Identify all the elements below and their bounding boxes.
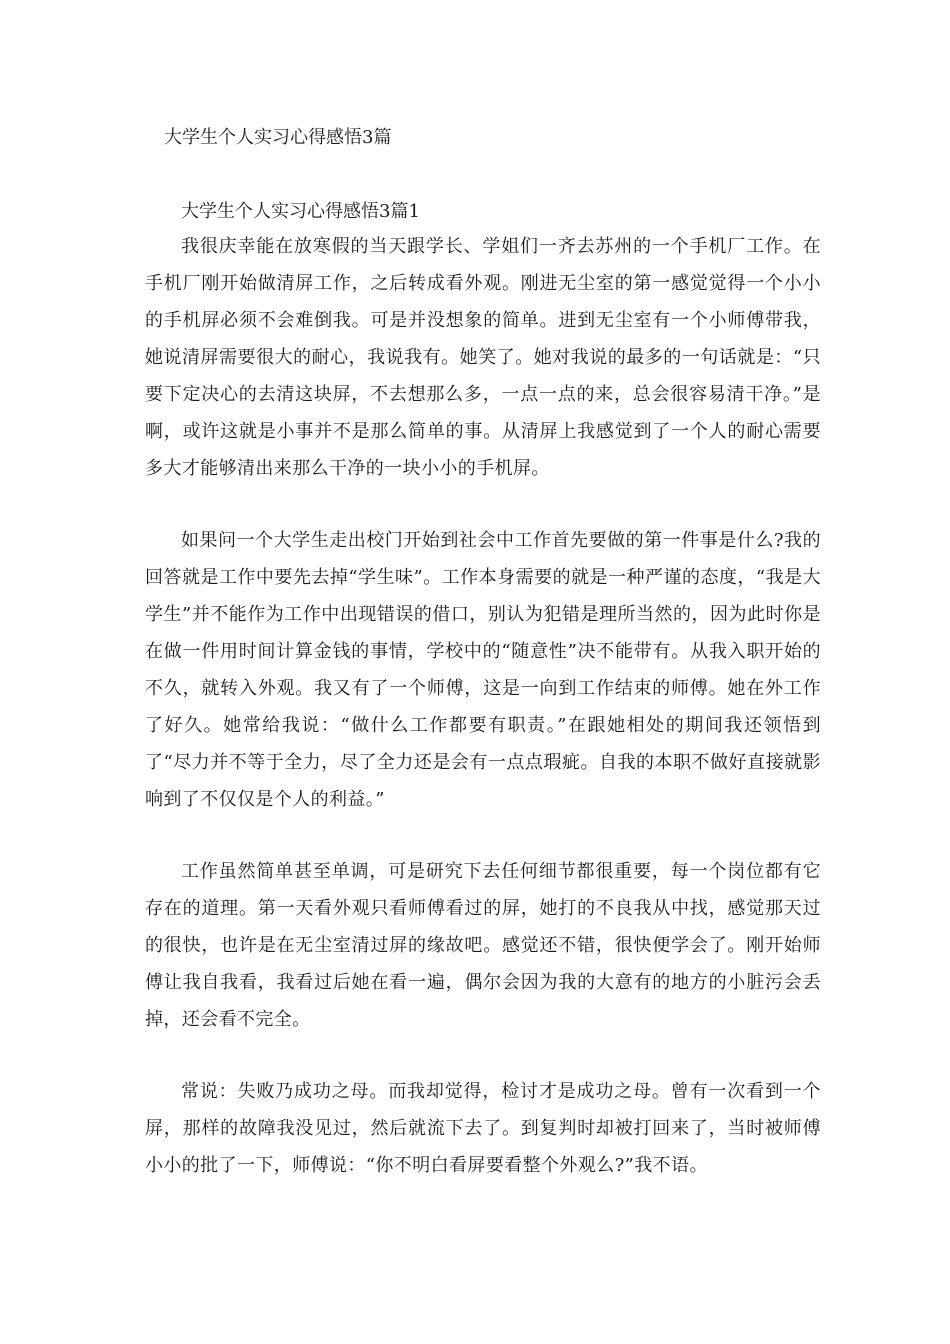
- document-body: [145, 198, 821, 1184]
- paragraph-1: 我很庆幸能在放寒假的当天跟学长、学姐们一齐去苏州的一个手机厂工作。在手机厂刚开始做清屏工作，之后转成看外观。刚进无尘室的第一感觉觉得一个小小的手机屏必须不会难倒我。可是并没想象的简单。进到无尘室有一个小师傅带我，她说清屏需要很大的耐心，我说我有。她笑了。她对我说的最多的一句话就是：“只要下定决心的去清这块屏，不去想那么多，一点一点的来，总会很容易清干净。”是啊，或许这就是小事并不是那么简单的事。从清屏上我感觉到了一个人的耐心需要多大才能够清出来那么干净的一块小小的手机屏。: [145, 236, 821, 479]
- document-title: 大学生个人实习心得感悟3篇: [164, 127, 392, 148]
- paragraph-3: 工作虽然简单甚至单调，可是研究下去任何细节都很重要，每一个岗位都有它存在的道理。第一天看外观只看师傅看过的屏，她打的不良我从中找，感觉那天过的很快，也许是在无尘室清过屏的缘故吧。感觉还不错，很快便学会了。刚开始师傅让我自我看，我看过后她在看一遍，偶尔会因为我的大意有的地方的小脏污会丢掉，还会看不完全。: [145, 861, 821, 1030]
- section-title: 大学生个人实习心得感悟3篇1: [181, 201, 420, 222]
- paragraph-2: 如果问一个大学生走出校门开始到社会中工作首先要做的第一件事是什么?我的回答就是工作中要先去掉“学生味”。工作本身需要的就是一种严谨的态度，“我是大学生”并不能作为工作中出现错误的借口，别认为犯错是理所当然的，因为此时你是在做一件用时间计算金钱的事情，学校中的“随意性”决不能带有。从我入职开始的不久，就转入外观。我又有了一个师傅，这是一向到工作结束的师傅。她在外工作了好久。她常给我说：“做什么工作都要有职责。”在跟她相处的期间我还领悟到了“尽力并不等于全力，尽了全力还是会有一点点瑕疵。自我的本职不做好直接就影响到了不仅仅是个人的利益。”: [145, 530, 821, 810]
- paragraph-4: 常说：失败乃成功之母。而我却觉得，检讨才是成功之母。曾有一次看到一个屏，那样的故障我没见过，然后就流下去了。到复判时却被打回来了，当时被师傅小小的批了一下，师傅说：“你不明白看屏要看整个外观么?”我不语。: [145, 1081, 821, 1176]
